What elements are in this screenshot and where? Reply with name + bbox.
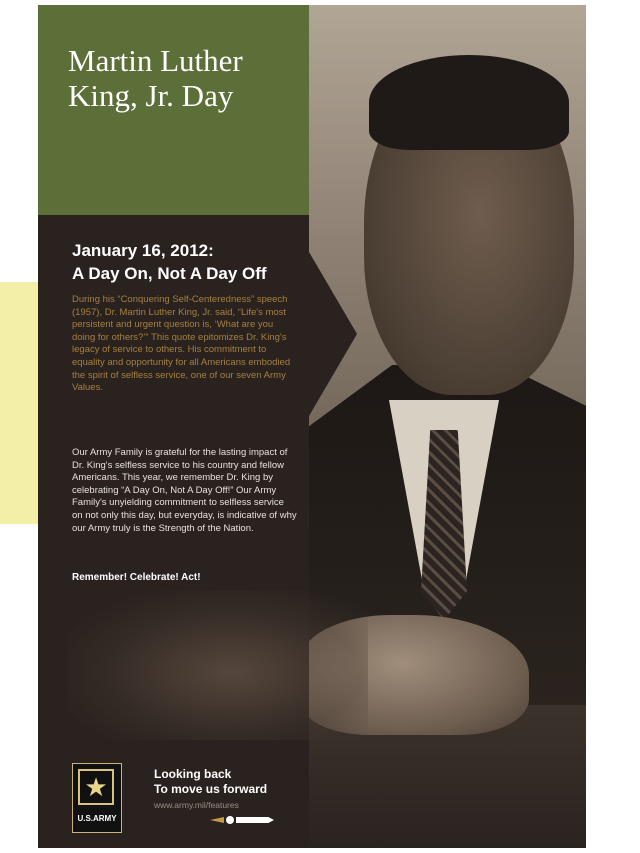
tagline-line1: Looking back: [154, 767, 232, 781]
subheading-date: January 16, 2012:: [72, 241, 214, 260]
army-logo: [72, 763, 122, 833]
army-family-paragraph: Our Army Family is grateful for the lasting impact of Dr. King's selfless service to his country and fellow Americans. This year, we remember Dr. King by celebrating “A Day On, Not A Day Off!” Our Army Family's unyielding commitment to selfless service on not only this day, but everyday, is indicative of why our Army truly is the Strength of the Nation.: [72, 447, 297, 534]
features-url[interactable]: www.army.mil/features: [154, 800, 239, 810]
subheading: [72, 239, 302, 285]
arrow-dot: [226, 816, 234, 824]
poster-title: Martin Luther King, Jr. Day: [68, 43, 243, 113]
yellow-side-strip: [0, 282, 38, 524]
title-block: [38, 5, 309, 215]
arrow-head-white: [236, 817, 274, 823]
poster: [38, 5, 586, 848]
tagline-line2: To move us forward: [154, 782, 268, 796]
faded-hand-image: [68, 590, 368, 740]
portrait-hair: [369, 55, 569, 150]
subheading-tagline: A Day On, Not A Day Off: [72, 264, 267, 283]
call-to-action: Remember! Celebrate! Act!: [72, 572, 201, 583]
quote-paragraph: During his “Conquering Self-Centeredness” speech (1957), Dr. Martin Luther King, Jr. said, “Life's most persistent and urgent question is, ‘What are you doing for others?’” This quote epitomizes Dr. King's legacy of service to others. His commitment to equality and opportunity for all Americans embodied the spirit of selfless service, one of our seven Army Values.: [72, 294, 291, 394]
arrow-tail-gold: [210, 817, 224, 823]
star-icon: ★: [78, 769, 114, 805]
army-logo-text: U.S.ARMY: [77, 814, 117, 823]
panel-arrow: [309, 252, 357, 416]
tagline: [154, 767, 304, 797]
arrow-graphic: [210, 816, 274, 824]
